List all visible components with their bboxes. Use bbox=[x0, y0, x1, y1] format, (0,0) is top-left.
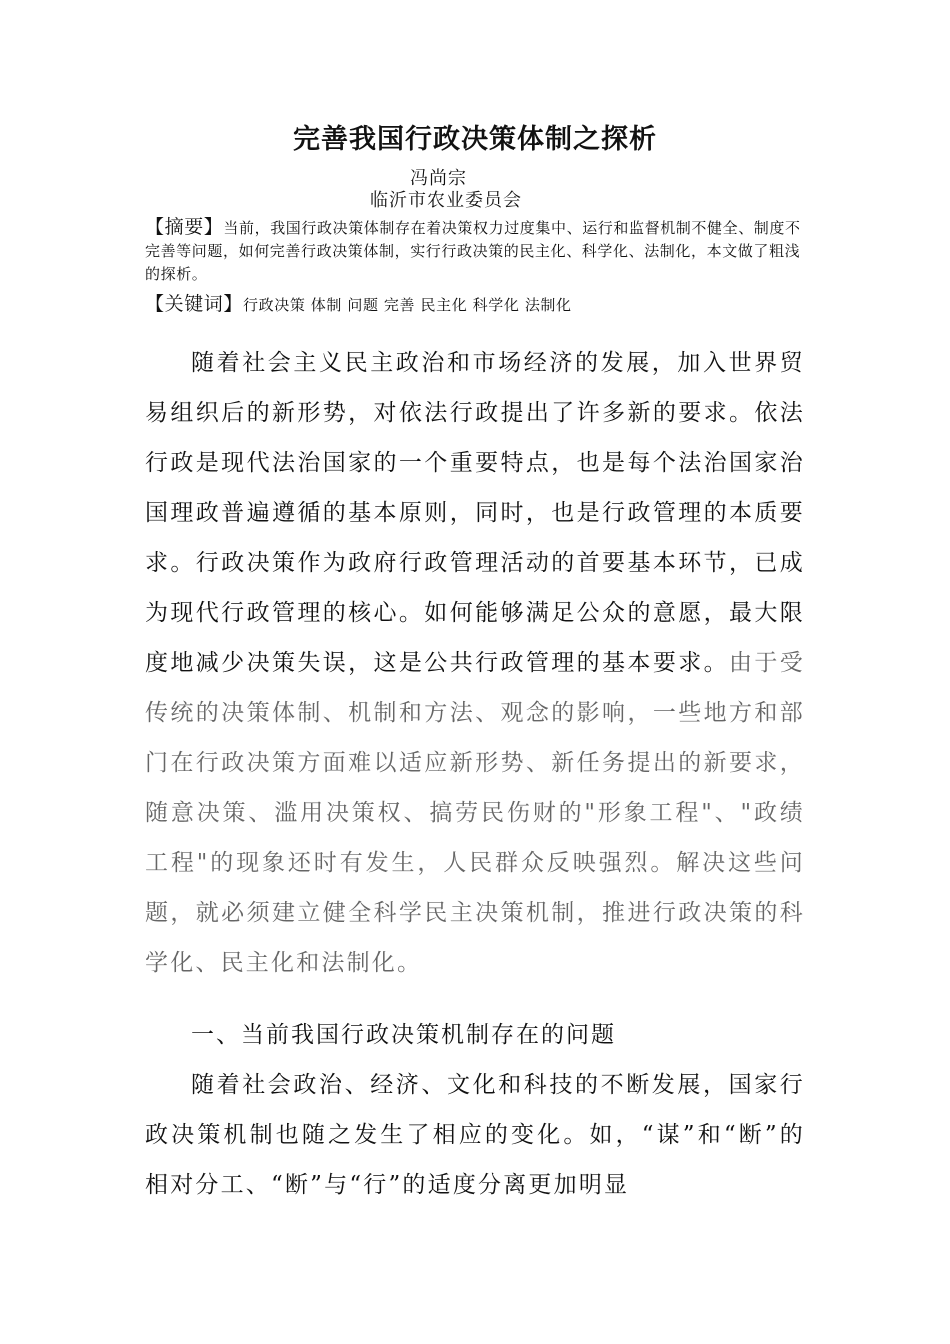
paragraph-intro-part2: 由于受传统的决策体制、机制和方法、观念的影响，一些地方和部门在行政决策方面难以适应新形势、新任务提出的新要求，随意决策、滥用决策权、搞劳民伤财的"形象工程"、"政绩工程"的现象还时有发生，人民群众反映强烈。解决这些问题，就必须建立健全科学民主决策机制，推进行政决策的科学化、民主化和法制化。 bbox=[145, 650, 805, 976]
document-title: 完善我国行政决策体制之探析 bbox=[293, 124, 657, 155]
keywords bbox=[145, 292, 810, 317]
keywords-text: 行政决策 体制 问题 完善 民主化 科学化 法制化 bbox=[243, 296, 572, 314]
abstract-text: 当前，我国行政决策体制存在着决策权力过度集中、运行和监督机制不健全、制度不完善等问题，如何完善行政决策体制，实行行政决策的民主化、科学化、法制化，本文做了粗浅的探析。 bbox=[145, 219, 801, 283]
abstract bbox=[145, 216, 810, 286]
paragraph-intro bbox=[145, 338, 805, 988]
abstract-label: 【摘要】 bbox=[145, 216, 224, 238]
keywords-label: 【关键词】 bbox=[145, 293, 244, 315]
author-organization: 临沂市农业委员会 bbox=[370, 190, 522, 211]
section-heading-1: 一、当前我国行政决策机制存在的问题 bbox=[191, 1022, 616, 1048]
author-name: 冯尚宗 bbox=[410, 168, 467, 189]
paragraph-section1: 随着社会政治、经济、文化和科技的不断发展，国家行政决策机制也随之发生了相应的变化。如，“谋”和“断”的相对分工、“断”与“行”的适度分离更加明显 bbox=[145, 1072, 805, 1198]
paragraph-intro-part1: 随着社会主义民主政治和市场经济的发展，加入世界贸易组织后的新形势，对依法行政提出了许多新的要求。依法行政是现代法治国家的一个重要特点，也是每个法治国家治国理政普遍遵循的基本原则，同时，也是行政管理的本质要求。行政决策作为政府行政管理活动的首要基本环节，已成为现代行政管理的核心。如何能够满足公众的意愿，最大限度地减少决策失误，这是公共行政管理的基本要求。 bbox=[145, 350, 805, 676]
